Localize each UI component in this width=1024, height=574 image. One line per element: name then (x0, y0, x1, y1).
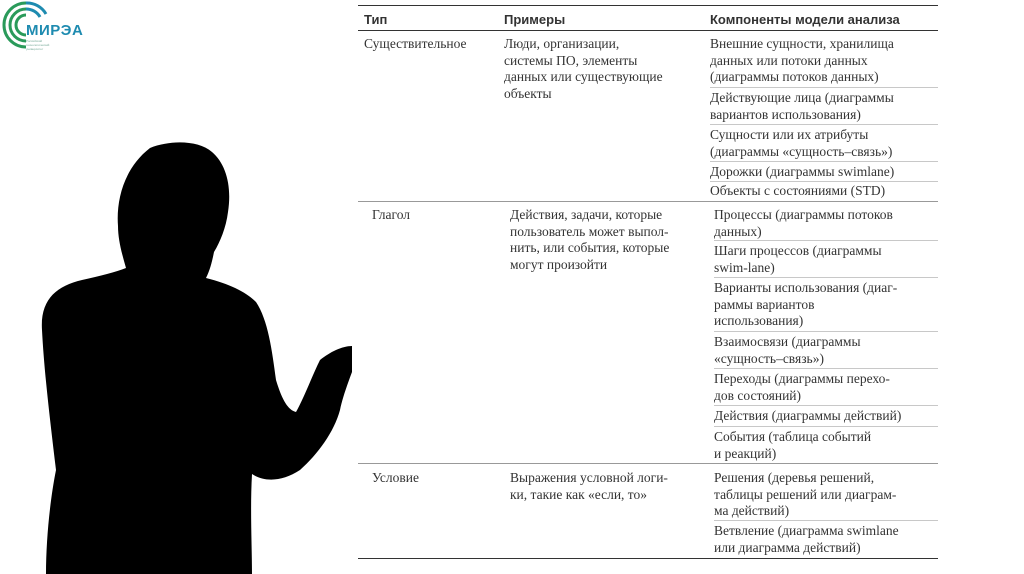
component-item: Варианты использования (диаг- раммы вариантов использования) (714, 280, 898, 328)
component-item: Решения (деревья решений, таблицы решений или диаграм- ма действий) (714, 470, 897, 518)
table-bottom-rule (358, 558, 938, 559)
presenter-silhouette (0, 0, 360, 574)
component-item: Дорожки (диаграммы swimlane) (710, 164, 895, 179)
divider (710, 124, 938, 125)
component-item: Взаимосвязи (диаграммы «сущность–связь») (714, 334, 861, 366)
component-item: Переходы (диаграммы перехо- дов состояний) (714, 371, 890, 403)
row-condition-type: Условие (372, 470, 420, 485)
divider (710, 161, 938, 162)
logo-subtitle: Российский технологический университет (26, 39, 50, 51)
divider (714, 240, 938, 241)
row-verb-type: Глагол (372, 207, 411, 222)
component-item: Шаги процессов (диаграммы swim-lane) (714, 243, 882, 275)
row-verb-examples: Действия, задачи, которые пользователь может выпол- нить, или события, которые могут произойти (510, 207, 670, 272)
divider (710, 181, 938, 182)
component-item: Ветвление (диаграмма swimlane или диаграмма действий) (714, 523, 899, 555)
row-divider (358, 463, 938, 464)
component-item: События (таблица событий и реакций) (714, 429, 872, 461)
component-item: Объекты с состояниями (STD) (710, 183, 886, 198)
divider (714, 426, 938, 427)
divider (714, 520, 938, 521)
component-item: Сущности или их атрибуты (диаграммы «сущность–связь») (710, 127, 893, 159)
divider (714, 331, 938, 332)
table-top-rule (358, 5, 938, 6)
row-noun-type: Существительное (364, 36, 467, 51)
component-item: Действующие лица (диаграммы вариантов использования) (710, 90, 894, 122)
divider (714, 368, 938, 369)
header-examples: Примеры (504, 12, 566, 27)
divider (714, 277, 938, 278)
logo-name: МИРЭА (26, 22, 84, 39)
component-item: Процессы (диаграммы потоков данных) (714, 207, 893, 239)
divider (710, 87, 938, 88)
header-components: Компоненты модели анализа (710, 12, 900, 27)
divider (714, 405, 938, 406)
header-bottom-rule (358, 30, 938, 31)
analysis-model-table (358, 0, 938, 574)
header-type: Тип (364, 12, 388, 27)
component-item: Действия (диаграммы действий) (714, 408, 902, 423)
row-condition-examples: Выражения условной логи- ки, такие как «если, то» (510, 470, 668, 502)
row-noun-examples: Люди, организации, системы ПО, элементы данных или существующие объекты (504, 36, 663, 101)
row-divider (358, 201, 938, 202)
component-item: Внешние сущности, хранилища данных или потоки данных (диаграммы потоков данных) (710, 36, 894, 84)
